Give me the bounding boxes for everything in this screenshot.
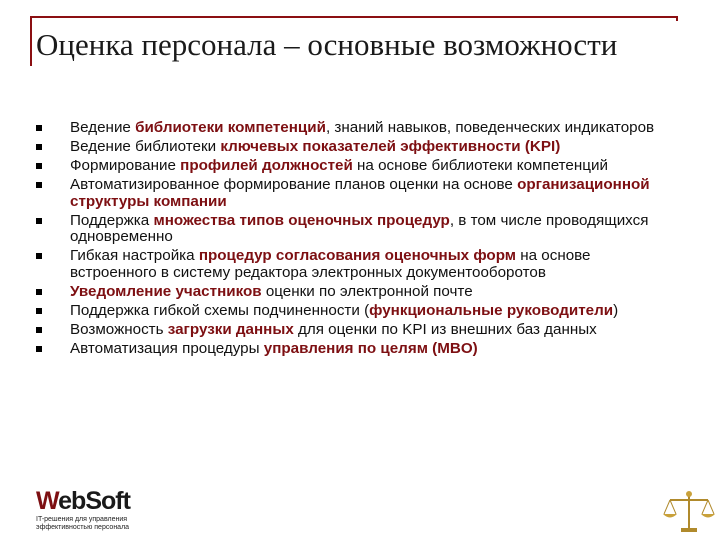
bullet-item xyxy=(36,341,676,358)
highlighted-phrase: профилей должностей xyxy=(180,157,353,174)
square-bullet-icon xyxy=(36,182,42,188)
square-bullet-icon xyxy=(36,253,42,259)
highlighted-phrase: организационной структуры компании xyxy=(70,176,650,210)
scales-icon xyxy=(660,488,718,536)
bullet-item xyxy=(36,120,676,137)
square-bullet-icon xyxy=(36,327,42,333)
square-bullet-icon xyxy=(36,346,42,352)
bullet-text: Автоматизированное формирование планов оценки на основе xyxy=(70,176,518,193)
square-bullet-icon xyxy=(36,308,42,314)
square-bullet-icon xyxy=(36,289,42,295)
slide-title: Оценка персонала – основные возможности xyxy=(36,27,618,62)
bullet-text: Возможность xyxy=(70,320,168,338)
bullet-text: Ведение xyxy=(70,119,136,136)
bullet-item xyxy=(36,139,676,156)
logo-tagline: IT-решения для управления эффективностью персонала xyxy=(36,516,130,531)
bullet-text: , знаний навыков, поведенческих индикаторов xyxy=(325,119,655,136)
bullet-text: Гибкая настройка xyxy=(70,247,199,264)
title-frame-left xyxy=(30,16,32,66)
bullet-text: Формирование xyxy=(70,157,181,174)
bullet-item xyxy=(36,177,676,210)
bullet-text: оценки по электронной почте xyxy=(261,282,473,300)
bullet-text: , в том числе проводящихся одновременно xyxy=(70,211,649,245)
websoft-logo xyxy=(36,488,176,536)
bullet-text: ) xyxy=(613,301,619,319)
highlighted-phrase: функциональные руководители xyxy=(369,301,614,319)
highlighted-phrase: Уведомление участников xyxy=(70,282,262,300)
bullet-list xyxy=(36,120,676,360)
logo-wordmark xyxy=(36,488,176,514)
bullet-text: Автоматизация процедуры xyxy=(70,339,264,357)
bullet-text: Поддержка xyxy=(70,211,154,229)
title-frame-top xyxy=(30,16,678,18)
square-bullet-icon xyxy=(36,125,42,131)
bullet-item xyxy=(36,248,676,281)
square-bullet-icon xyxy=(36,218,42,224)
highlighted-phrase: множества типов оценочных процедур xyxy=(153,211,450,229)
title-frame-right xyxy=(676,16,678,21)
highlighted-phrase: библиотеки компетенций xyxy=(135,119,326,136)
logo-wordmark-rest: ebSoft xyxy=(58,487,130,515)
highlighted-phrase: загрузки данных xyxy=(167,320,294,338)
bullet-item xyxy=(36,303,676,320)
bullet-item xyxy=(36,213,676,246)
bullet-text: на основе встроенного в систему редактора электронных документооборотов xyxy=(70,247,591,281)
highlighted-phrase: управления по целям (MBO) xyxy=(263,339,478,357)
bullet-text: для оценки по KPI из внешних баз данных xyxy=(293,320,597,338)
square-bullet-icon xyxy=(36,163,42,169)
bullet-text: Поддержка гибкой схемы подчиненности ( xyxy=(70,301,370,319)
logo-wordmark-first: W xyxy=(36,487,59,515)
highlighted-phrase: ключевых показателей эффективности (KPI) xyxy=(220,138,561,155)
bullet-text: Ведение библиотеки xyxy=(70,138,221,155)
highlighted-phrase: процедур согласования оценочных форм xyxy=(198,247,517,264)
bullet-item xyxy=(36,158,676,175)
bullet-text: на основе библиотеки компетенций xyxy=(352,157,608,174)
square-bullet-icon xyxy=(36,144,42,150)
bullet-item xyxy=(36,284,676,301)
bullet-item xyxy=(36,322,676,339)
